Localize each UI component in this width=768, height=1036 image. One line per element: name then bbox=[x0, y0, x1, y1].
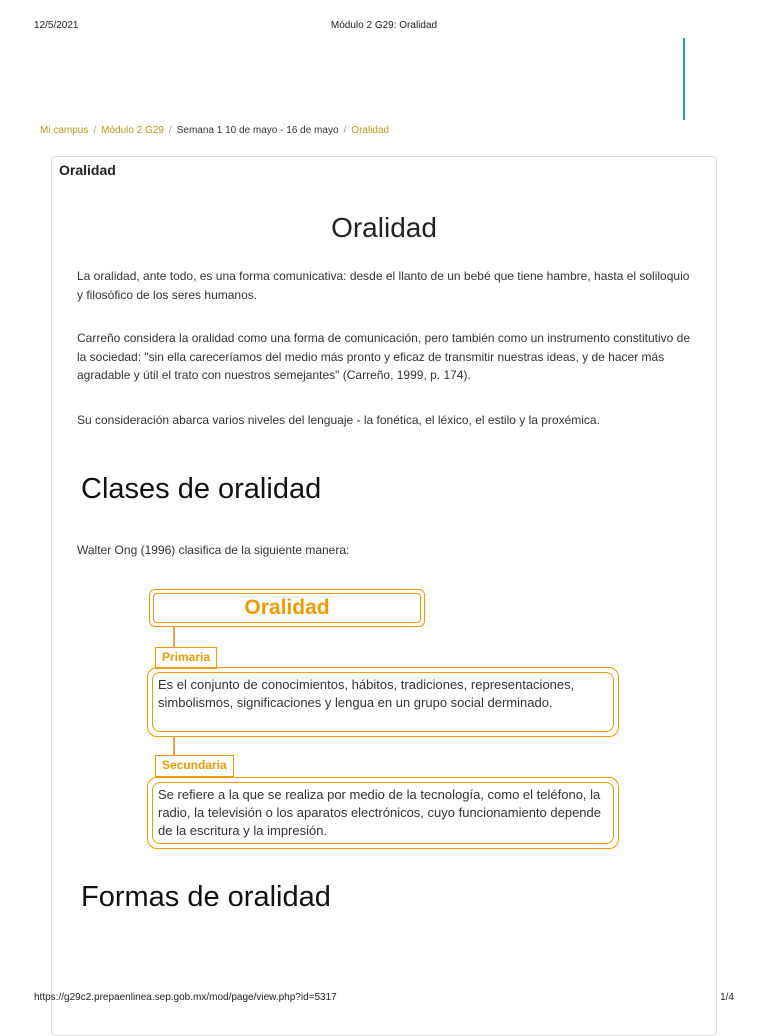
print-url: https://g29c2.prepaenlinea.sep.gob.mx/mod/page/view.php?id=5317 bbox=[34, 992, 337, 1003]
diagram-box-primaria bbox=[147, 667, 619, 737]
breadcrumb-mi-campus[interactable]: Mi campus bbox=[40, 125, 89, 136]
section-heading-formas: Formas de oralidad bbox=[81, 881, 331, 913]
breadcrumb-modulo[interactable]: Módulo 2 G29 bbox=[101, 125, 164, 136]
diagram-tag-primaria: Primaria bbox=[155, 647, 217, 669]
breadcrumb-separator: / bbox=[168, 125, 172, 136]
content-card bbox=[51, 156, 717, 1036]
diagram-title: Oralidad bbox=[153, 593, 421, 623]
teal-accent-bar bbox=[683, 38, 685, 120]
breadcrumb bbox=[40, 125, 389, 136]
print-date: 12/5/2021 bbox=[34, 20, 79, 31]
page-heading: Oralidad bbox=[331, 212, 437, 243]
breadcrumb-separator: / bbox=[93, 125, 97, 136]
print-footer bbox=[0, 992, 768, 1006]
paragraph-niveles: Su consideración abarca varios niveles del lenguaje - la fonética, el léxico, el estilo y la proxémica. bbox=[77, 413, 600, 427]
diagram-connector-line bbox=[173, 627, 175, 647]
breadcrumb-separator: / bbox=[343, 125, 347, 136]
section-heading-clases: Clases de oralidad bbox=[81, 473, 322, 505]
paragraph-carreno: Carreño considera la oralidad como una forma de comunicación, pero también como un instrumento constitutivo de la sociedad: "sin ella careceríamos del medio más pronto y eficaz de transmitir nuestras ideas, y de hacer más agradable y útil el trato con nuestros semejantes" (Carreño, 1999, p. 174). bbox=[77, 331, 690, 382]
breadcrumb-oralidad[interactable]: Oralidad bbox=[351, 125, 390, 136]
print-header bbox=[0, 20, 768, 34]
diagram-box-secundaria bbox=[147, 777, 619, 849]
diagram-text-primaria: Es el conjunto de conocimientos, hábitos, tradiciones, representaciones, simbolismos, significaciones y lengua en un grupo social derminado. bbox=[158, 677, 575, 710]
breadcrumb-semana: Semana 1 10 de mayo - 16 de mayo bbox=[176, 125, 339, 136]
diagram-connector-line bbox=[173, 737, 175, 755]
print-document-title: Módulo 2 G29: Oralidad bbox=[330, 20, 438, 31]
diagram-title-box bbox=[149, 589, 425, 627]
paragraph-intro: La oralidad, ante todo, es una forma comunicativa: desde el llanto de un bebé que tiene hambre, hasta el soliloquio y filosófico de los seres humanos. bbox=[77, 269, 690, 302]
oralidad-diagram bbox=[147, 587, 627, 857]
card-title: Oralidad bbox=[59, 162, 116, 178]
diagram-text-secundaria: Se refiere a la que se realiza por medio de la tecnología, como el teléfono, la radio, la televisión o los aparatos electrónicos, cuyo funcionamiento depende de la escritura y la impresión. bbox=[158, 787, 601, 838]
diagram-tag-secundaria: Secundaria bbox=[155, 755, 234, 777]
print-page-count: 1/4 bbox=[720, 992, 734, 1003]
paragraph-ong: Walter Ong (1996) clasifica de la siguiente manera: bbox=[77, 543, 350, 557]
